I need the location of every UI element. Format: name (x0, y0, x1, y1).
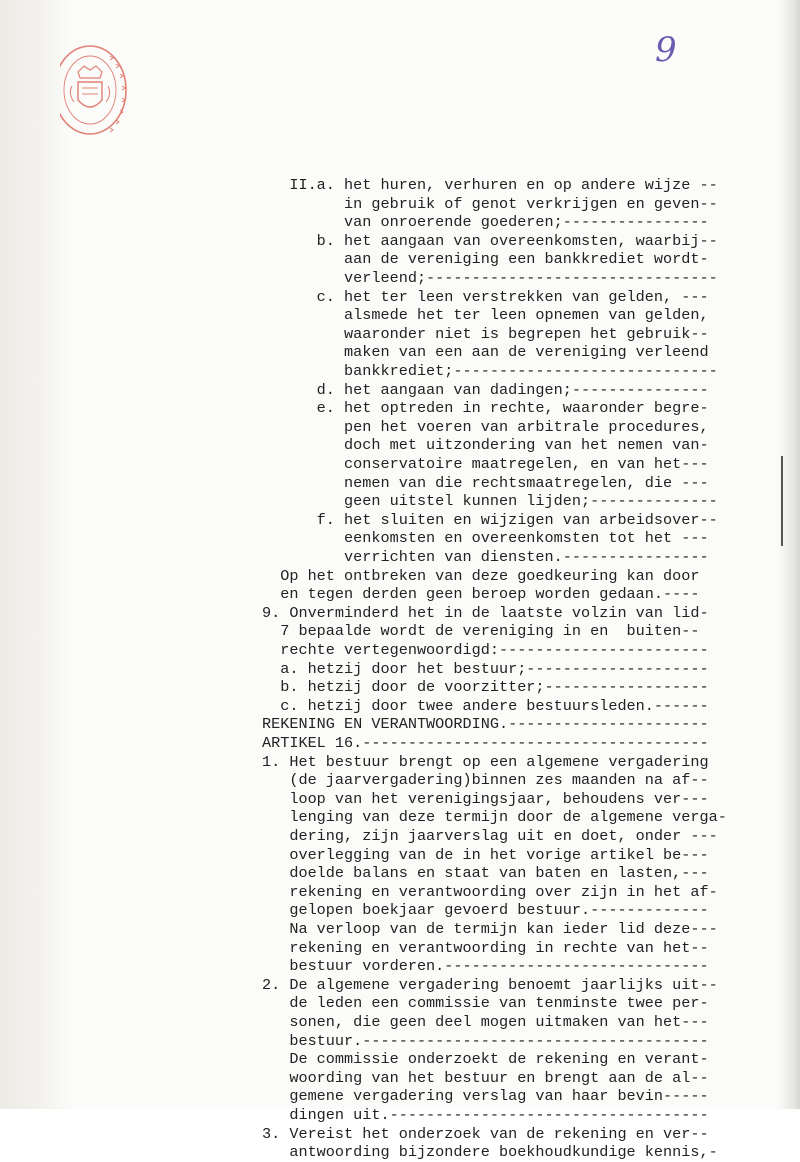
text-line: (de jaarvergadering)binnen zes maanden na af-- (262, 771, 709, 790)
text-line: REKENING EN VERANTWOORDING.---------------------- (262, 715, 709, 734)
text-line: dingen uit.----------------------------------- (262, 1106, 709, 1124)
text-line: II.a. het huren, verhuren en op andere wijze -- (262, 176, 718, 194)
court-seal-stamp (60, 42, 140, 142)
text-line: gelopen boekjaar gevoerd bestuur.------------- (262, 901, 709, 920)
text-line: ARTIKEL 16.-------------------------------------- (262, 734, 709, 752)
text-line: sonen, die geen deel mogen uitmaken van het--- (262, 1013, 709, 1031)
text-line: Na verloop van de termijn kan ieder lid deze--- (262, 920, 718, 938)
binding-shadow (0, 0, 70, 1109)
text-line: bestuur vorderen.----------------------------- (262, 957, 709, 976)
text-line: d. het aangaan van dadingen;--------------- (262, 380, 709, 399)
text-line: Op het ontbreken van deze goedkeuring kan door (262, 566, 700, 585)
text-line: a. hetzij door het bestuur;-------------------- (262, 659, 709, 678)
text-line: gemene vergadering verslag van haar bevin----- (262, 1087, 709, 1106)
text-line: overlegging van de in het vorige artikel be--- (262, 845, 709, 864)
text-line: alsmede het ter leen opnemen van gelden, (262, 306, 709, 325)
page-edge-shadow (778, 0, 800, 1109)
text-line: dering, zijn jaarverslag uit en doet, onder --- (262, 827, 718, 845)
text-line: b. het aangaan van overeenkomsten, waarbij-- (262, 231, 718, 250)
text-line: bankkrediet;----------------------------- (262, 362, 718, 380)
text-line: in gebruik of genot verkrijgen en geven-- (262, 194, 718, 213)
text-line: verleend;-------------------------------- (262, 269, 718, 287)
text-line: rechte vertegenwoordigd:----------------------- (262, 641, 709, 659)
text-line: conservatoire maatregelen, en van het--- (262, 455, 709, 473)
text-line: rekening en verantwoording in rechte van het-- (262, 938, 709, 957)
text-line: e. het optreden in rechte, waaronder begre- (262, 399, 709, 418)
text-line: c. het ter leen verstrekken van gelden, --- (262, 287, 709, 306)
text-line: 1. Het bestuur brengt op een algemene vergadering (262, 752, 709, 771)
margin-bar (781, 456, 783, 546)
text-line: b. hetzij door de voorzitter;------------------ (262, 678, 709, 697)
text-line: antwoording bijzondere boekhoudkundige kennis,- (262, 1143, 718, 1162)
text-line: doelde balans en staat van baten en lasten,--- (262, 864, 709, 883)
text-line: de leden een commissie van tenminste twee per- (262, 994, 709, 1013)
text-line: c. hetzij door twee andere bestuursleden.------ (262, 696, 709, 715)
text-line: verrichten van diensten.---------------- (262, 548, 709, 566)
text-line: pen het voeren van arbitrale procedures, (262, 417, 709, 436)
text-line: woording van het bestuur en brengt aan de al-- (262, 1068, 709, 1087)
text-line: en tegen derden geen beroep worden gedaan.---- (262, 585, 700, 604)
page-number: 9 (655, 30, 677, 70)
text-line: 9. Onverminderd het in de laatste volzin van lid- (262, 603, 709, 622)
text-line: van onroerende goederen;---------------- (262, 213, 709, 232)
text-line: loop van het verenigingsjaar, behoudens ver--- (262, 789, 709, 808)
text-line: doch met uitzondering van het nemen van- (262, 436, 709, 455)
text-line: 7 bepaalde wordt de vereniging in en buiten-- (262, 622, 700, 641)
text-line: 2. De algemene vergadering benoemt jaarlijks uit-- (262, 975, 718, 994)
text-line: De commissie onderzoekt de rekening en verant- (262, 1050, 709, 1069)
text-line: maken van een aan de vereniging verleend (262, 343, 709, 362)
text-line: aan de vereniging een bankkrediet wordt- (262, 250, 709, 269)
text-line: f. het sluiten en wijzigen van arbeidsover-- (262, 510, 718, 529)
text-line: rekening en verantwoording over zijn in het af- (262, 882, 718, 901)
text-line: eenkomsten en overeenkomsten tot het --- (262, 529, 709, 548)
text-line: waaronder niet is begrepen het gebruik-- (262, 324, 709, 343)
text-line: geen uitstel kunnen lijden;-------------- (262, 492, 718, 511)
text-line: bestuur.-------------------------------------- (262, 1031, 709, 1050)
text-line: lenging van deze termijn door de algemene verga- (262, 808, 727, 827)
text-line: nemen van die rechtsmaatregelen, die --- (262, 473, 709, 492)
text-line: 3. Vereist het onderzoek van de rekening en ver-- (262, 1124, 709, 1143)
